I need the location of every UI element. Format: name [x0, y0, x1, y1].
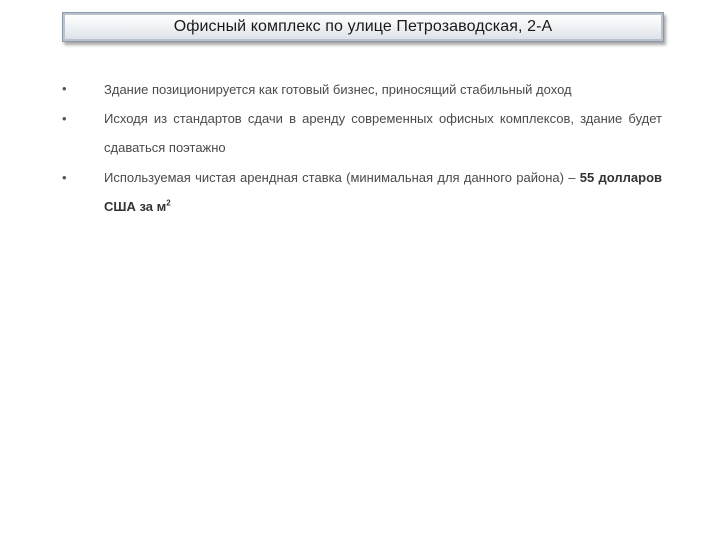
- list-item: [104, 163, 662, 221]
- list-item: [104, 104, 662, 162]
- bullet-marker: •: [62, 81, 67, 96]
- bullet-marker: •: [62, 111, 67, 126]
- rent-rate-unit-superscript: 2: [166, 198, 171, 208]
- list-item-text: Исходя из стандартов сдачи в аренду современных офисных комплексов, здание будет сдаваться поэтажно: [104, 111, 662, 155]
- list-item-text: Используемая чистая арендная ставка (минимальная для данного района) –: [104, 170, 580, 185]
- bullet-marker: •: [62, 170, 67, 185]
- slide-title: Офисный комплекс по улице Петрозаводская, 2-А: [173, 18, 553, 35]
- rent-rate: 55 долларов США за м: [104, 170, 663, 214]
- list-item: [104, 75, 662, 104]
- list-item-text: Здание позиционируется как готовый бизнес, приносящий стабильный доход: [104, 82, 572, 97]
